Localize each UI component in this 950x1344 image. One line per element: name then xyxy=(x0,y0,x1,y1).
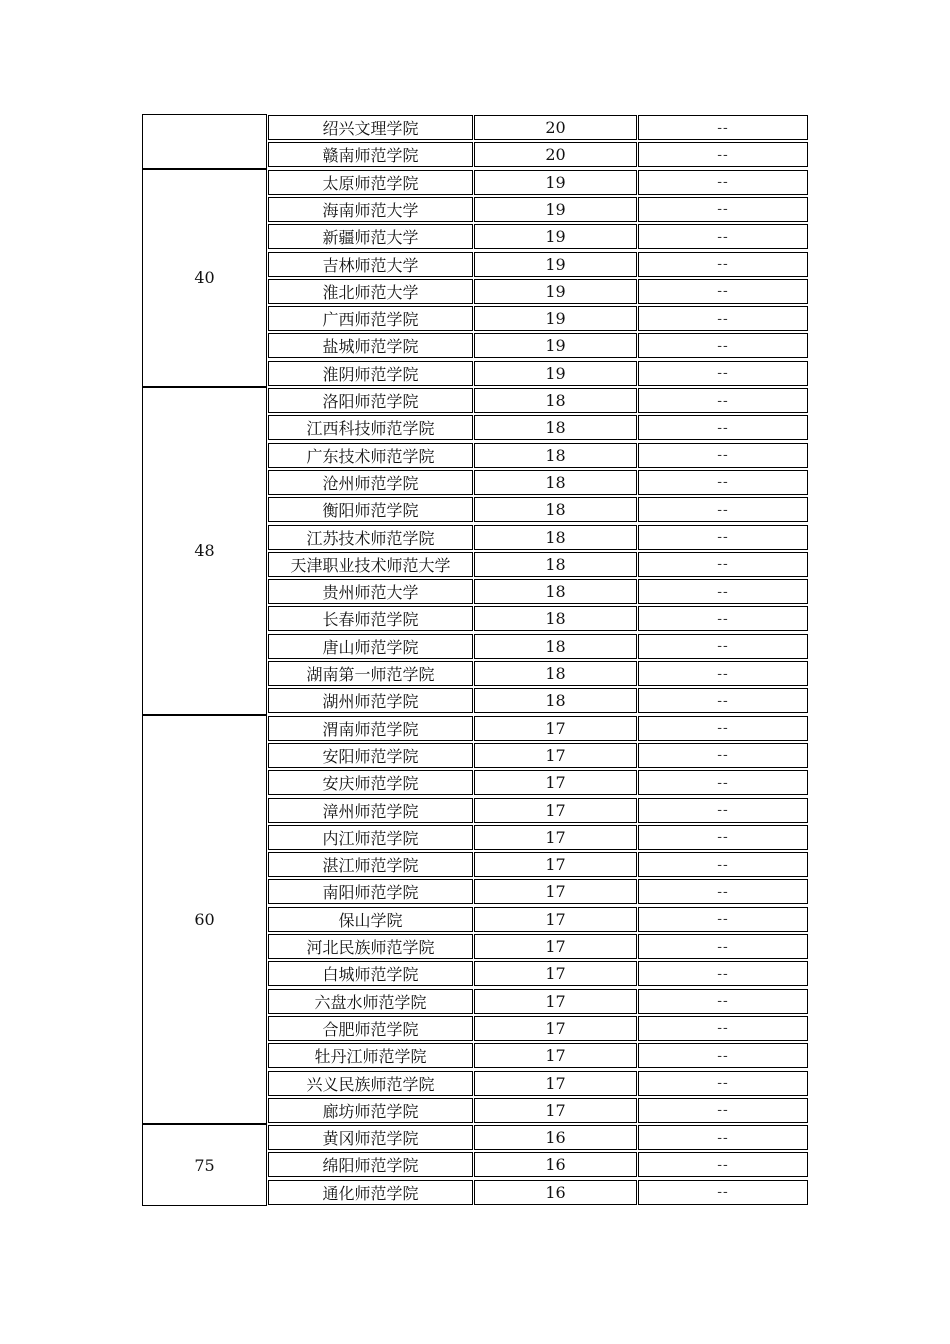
school-name-cell: 内江师范学院 xyxy=(268,825,473,850)
note-cell: -- xyxy=(638,606,808,631)
score-cell: 18 xyxy=(474,415,637,440)
note-cell: -- xyxy=(638,1125,808,1150)
table-row xyxy=(267,824,810,851)
score-cell: 16 xyxy=(474,1180,637,1205)
note-cell: -- xyxy=(638,661,808,686)
school-name-cell: 衡阳师范学院 xyxy=(268,497,473,522)
note-cell: -- xyxy=(638,743,808,768)
school-name-cell: 海南师范大学 xyxy=(268,197,473,222)
table-row xyxy=(267,1179,810,1206)
score-cell: 19 xyxy=(474,333,637,358)
score-cell: 18 xyxy=(474,634,637,659)
table-row xyxy=(267,660,810,687)
school-name-cell: 广西师范学院 xyxy=(268,306,473,331)
table-row xyxy=(267,360,810,387)
note-cell: -- xyxy=(638,415,808,440)
table-row xyxy=(267,114,810,141)
note-cell: -- xyxy=(638,443,808,468)
score-cell: 19 xyxy=(474,279,637,304)
score-cell: 17 xyxy=(474,907,637,932)
table-row xyxy=(267,196,810,223)
table-row xyxy=(267,715,810,742)
score-cell: 19 xyxy=(474,224,637,249)
note-cell: -- xyxy=(638,252,808,277)
score-cell: 18 xyxy=(474,525,637,550)
school-name-cell: 黄冈师范学院 xyxy=(268,1125,473,1150)
table-row xyxy=(267,1097,810,1124)
school-name-cell: 盐城师范学院 xyxy=(268,333,473,358)
note-cell: -- xyxy=(638,770,808,795)
note-cell: -- xyxy=(638,1043,808,1068)
score-cell: 17 xyxy=(474,1016,637,1041)
note-cell: -- xyxy=(638,497,808,522)
note-cell: -- xyxy=(638,361,808,386)
score-cell: 18 xyxy=(474,497,637,522)
note-cell: -- xyxy=(638,579,808,604)
table-row xyxy=(267,141,810,168)
school-name-cell: 沧州师范学院 xyxy=(268,470,473,495)
school-name-cell: 天津职业技术师范大学 xyxy=(268,552,473,577)
note-cell: -- xyxy=(638,470,808,495)
table-row xyxy=(267,605,810,632)
rank-group-cell: 48 xyxy=(142,387,267,715)
table-row xyxy=(267,169,810,196)
score-cell: 17 xyxy=(474,879,637,904)
note-cell: -- xyxy=(638,934,808,959)
school-name-cell: 淮阴师范学院 xyxy=(268,361,473,386)
score-cell: 19 xyxy=(474,361,637,386)
table-row xyxy=(267,878,810,905)
score-cell: 18 xyxy=(474,661,637,686)
school-name-cell: 湖南第一师范学院 xyxy=(268,661,473,686)
note-cell: -- xyxy=(638,333,808,358)
note-cell: -- xyxy=(638,1016,808,1041)
score-cell: 19 xyxy=(474,197,637,222)
school-name-cell: 牡丹江师范学院 xyxy=(268,1043,473,1068)
school-name-cell: 江西科技师范学院 xyxy=(268,415,473,440)
score-cell: 17 xyxy=(474,1098,637,1123)
note-cell: -- xyxy=(638,552,808,577)
score-cell: 18 xyxy=(474,688,637,713)
table-row xyxy=(267,1070,810,1097)
school-name-cell: 新疆师范大学 xyxy=(268,224,473,249)
table-row xyxy=(267,988,810,1015)
note-cell: -- xyxy=(638,798,808,823)
rank-group-cell: 75 xyxy=(142,1124,267,1206)
note-cell: -- xyxy=(638,716,808,741)
score-cell: 17 xyxy=(474,770,637,795)
score-cell: 18 xyxy=(474,579,637,604)
school-name-cell: 湖州师范学院 xyxy=(268,688,473,713)
table-row xyxy=(267,223,810,250)
table-row xyxy=(267,742,810,769)
table-row xyxy=(267,960,810,987)
table-row xyxy=(267,387,810,414)
score-cell: 19 xyxy=(474,252,637,277)
school-name-cell: 保山学院 xyxy=(268,907,473,932)
school-name-cell: 唐山师范学院 xyxy=(268,634,473,659)
table-row xyxy=(267,933,810,960)
table-row xyxy=(267,251,810,278)
table-row xyxy=(267,305,810,332)
school-name-cell: 合肥师范学院 xyxy=(268,1016,473,1041)
table-row xyxy=(267,906,810,933)
table-row xyxy=(267,524,810,551)
school-name-cell: 河北民族师范学院 xyxy=(268,934,473,959)
note-cell: -- xyxy=(638,825,808,850)
table-row xyxy=(267,769,810,796)
note-cell: -- xyxy=(638,142,808,167)
note-cell: -- xyxy=(638,170,808,195)
table-row xyxy=(267,278,810,305)
note-cell: -- xyxy=(638,388,808,413)
table-row xyxy=(267,469,810,496)
school-name-cell: 通化师范学院 xyxy=(268,1180,473,1205)
score-cell: 18 xyxy=(474,443,637,468)
note-cell: -- xyxy=(638,1180,808,1205)
note-cell: -- xyxy=(638,634,808,659)
school-name-cell: 安庆师范学院 xyxy=(268,770,473,795)
note-cell: -- xyxy=(638,907,808,932)
note-cell: -- xyxy=(638,279,808,304)
school-name-cell: 广东技术师范学院 xyxy=(268,443,473,468)
note-cell: -- xyxy=(638,688,808,713)
score-cell: 18 xyxy=(474,606,637,631)
school-name-cell: 南阳师范学院 xyxy=(268,879,473,904)
rank-group-cell: 40 xyxy=(142,169,267,387)
table-row xyxy=(267,797,810,824)
note-cell: -- xyxy=(638,197,808,222)
school-name-cell: 安阳师范学院 xyxy=(268,743,473,768)
school-name-cell: 太原师范学院 xyxy=(268,170,473,195)
score-cell: 18 xyxy=(474,388,637,413)
score-cell: 18 xyxy=(474,470,637,495)
note-cell: -- xyxy=(638,525,808,550)
table-row xyxy=(267,496,810,523)
school-name-cell: 渭南师范学院 xyxy=(268,716,473,741)
table-row xyxy=(267,633,810,660)
note-cell: -- xyxy=(638,115,808,140)
score-cell: 17 xyxy=(474,1043,637,1068)
score-cell: 17 xyxy=(474,961,637,986)
table-row xyxy=(267,1151,810,1178)
note-cell: -- xyxy=(638,961,808,986)
rank-column xyxy=(142,114,267,1209)
score-cell: 17 xyxy=(474,934,637,959)
score-cell: 16 xyxy=(474,1125,637,1150)
school-name-cell: 湛江师范学院 xyxy=(268,852,473,877)
school-name-cell: 贵州师范大学 xyxy=(268,579,473,604)
score-cell: 17 xyxy=(474,852,637,877)
score-cell: 17 xyxy=(474,1071,637,1096)
note-cell: -- xyxy=(638,989,808,1014)
score-cell: 17 xyxy=(474,989,637,1014)
note-cell: -- xyxy=(638,1071,808,1096)
school-name-cell: 赣南师范学院 xyxy=(268,142,473,167)
score-cell: 20 xyxy=(474,142,637,167)
table-row xyxy=(267,687,810,714)
table-row xyxy=(267,332,810,359)
score-cell: 19 xyxy=(474,306,637,331)
score-cell: 20 xyxy=(474,115,637,140)
note-cell: -- xyxy=(638,224,808,249)
school-name-cell: 洛阳师范学院 xyxy=(268,388,473,413)
school-name-cell: 江苏技术师范学院 xyxy=(268,525,473,550)
school-name-cell: 廊坊师范学院 xyxy=(268,1098,473,1123)
school-name-cell: 漳州师范学院 xyxy=(268,798,473,823)
table-row xyxy=(267,551,810,578)
school-name-cell: 六盘水师范学院 xyxy=(268,989,473,1014)
score-cell: 17 xyxy=(474,825,637,850)
table-row xyxy=(267,1042,810,1069)
school-name-cell: 白城师范学院 xyxy=(268,961,473,986)
school-name-cell: 兴义民族师范学院 xyxy=(268,1071,473,1096)
school-name-cell: 吉林师范大学 xyxy=(268,252,473,277)
note-cell: -- xyxy=(638,306,808,331)
school-name-cell: 淮北师范大学 xyxy=(268,279,473,304)
table-row xyxy=(267,414,810,441)
score-cell: 19 xyxy=(474,170,637,195)
score-cell: 17 xyxy=(474,798,637,823)
table-row xyxy=(267,851,810,878)
table-row xyxy=(267,442,810,469)
table-row xyxy=(267,1015,810,1042)
school-name-cell: 长春师范学院 xyxy=(268,606,473,631)
note-cell: -- xyxy=(638,852,808,877)
school-name-cell: 绍兴文理学院 xyxy=(268,115,473,140)
note-cell: -- xyxy=(638,879,808,904)
note-cell: -- xyxy=(638,1098,808,1123)
school-name-cell: 绵阳师范学院 xyxy=(268,1152,473,1177)
score-cell: 17 xyxy=(474,743,637,768)
ranking-table xyxy=(142,114,810,1209)
score-cell: 18 xyxy=(474,552,637,577)
table-row xyxy=(267,1124,810,1151)
score-cell: 16 xyxy=(474,1152,637,1177)
score-cell: 17 xyxy=(474,716,637,741)
rank-group-cell: 60 xyxy=(142,715,267,1125)
table-row xyxy=(267,578,810,605)
rank-group-cell xyxy=(142,114,267,169)
note-cell: -- xyxy=(638,1152,808,1177)
